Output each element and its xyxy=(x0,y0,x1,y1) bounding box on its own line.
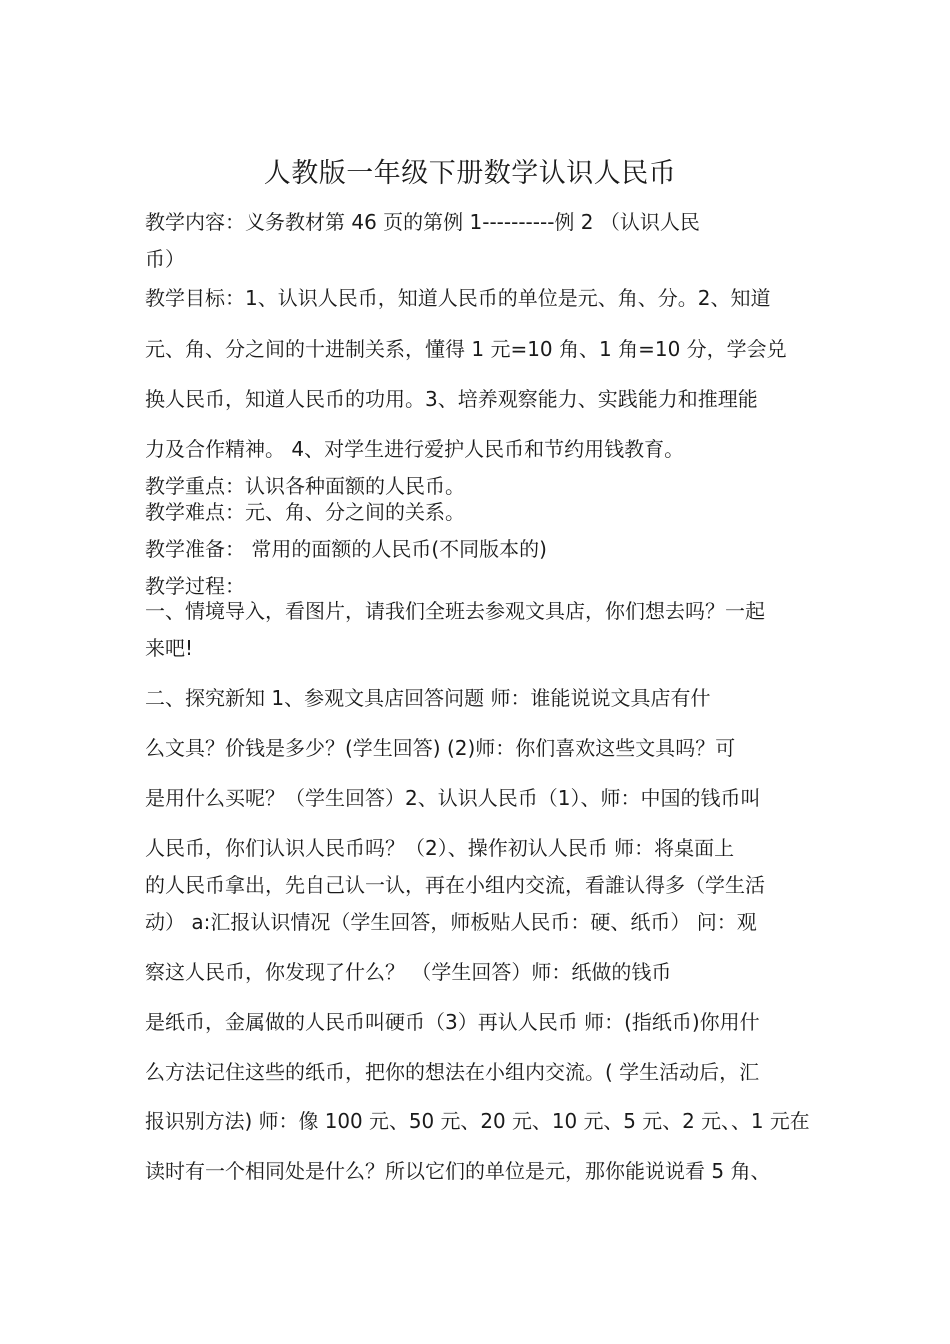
text-line-14: 么文具？价钱是多少？(学生回答) (2)师：你们喜欢这些文具吗？可 xyxy=(145,736,736,760)
text-line-19: 察这人民币，你发现了什么？ （学生回答）师：纸做的钱币 xyxy=(145,960,672,984)
text-line-5: 换人民币，知道人民币的功用。3、培养观察能力、实践能力和推理能 xyxy=(145,387,758,411)
document-title: 人教版一年级下册数学认识人民币 xyxy=(263,158,677,189)
text-line-13: 二、探究新知 1、参观文具店回答问题 师：谁能说说文具店有什 xyxy=(145,686,711,710)
text-line-22: 报识别方法) 师：像 100 元、50 元、20 元、10 元、5 元、2 元、、1 元在 xyxy=(145,1109,810,1133)
text-line-10: 教学过程： xyxy=(145,574,245,598)
text-line-7: 教学重点：认识各种面额的人民币。 xyxy=(145,474,465,498)
text-line-15: 是用什么买呢？（学生回答）2、认识人民币（1）、师：中国的钱币叫 xyxy=(145,786,761,810)
text-line-1: 教学内容：义务教材第 46 页的第例 1----------例 2 （认识人民 xyxy=(145,210,700,234)
text-line-3: 教学目标：1、认识人民币，知道人民币的单位是元、角、分。2、知道 xyxy=(145,286,771,310)
text-line-6: 力及合作精神。 4、对学生进行爱护人民币和节约用钱教育。 xyxy=(145,437,685,461)
text-line-20: 是纸币，金属做的人民币叫硬币（3）再认人民币 师：(指纸币)你用什 xyxy=(145,1010,760,1034)
text-line-9: 教学准备： 常用的面额的人民币(不同版本的) xyxy=(145,537,547,561)
text-line-18: 动） a:汇报认识情况（学生回答，师板贴人民币：硬、纸币） 问：观 xyxy=(145,910,757,934)
text-line-17: 的人民币拿出，先自己认一认，再在小组内交流，看誰认得多（学生活 xyxy=(145,873,765,897)
text-line-12: 来吧! xyxy=(145,636,194,660)
text-line-11: 一、情境导入，看图片，请我们全班去参观文具店，你们想去吗？一起 xyxy=(145,599,765,623)
text-line-23: 读时有一个相同处是什么？所以它们的单位是元，那你能说说看 5 角、 xyxy=(145,1159,771,1183)
text-line-8: 教学难点：元、角、分之间的关系。 xyxy=(145,500,465,524)
text-line-2: 币） xyxy=(145,247,185,271)
text-line-21: 么方法记住这些的纸币，把你的想法在小组内交流。( 学生活动后，汇 xyxy=(145,1060,760,1084)
text-line-4: 元、角、分之间的十进制关系，懂得 1 元=10 角、1 角=10 分，学会兑 xyxy=(145,337,787,361)
text-line-16: 人民币，你们认识人民币吗？（2）、操作初认人民币 师：将桌面上 xyxy=(145,836,735,860)
